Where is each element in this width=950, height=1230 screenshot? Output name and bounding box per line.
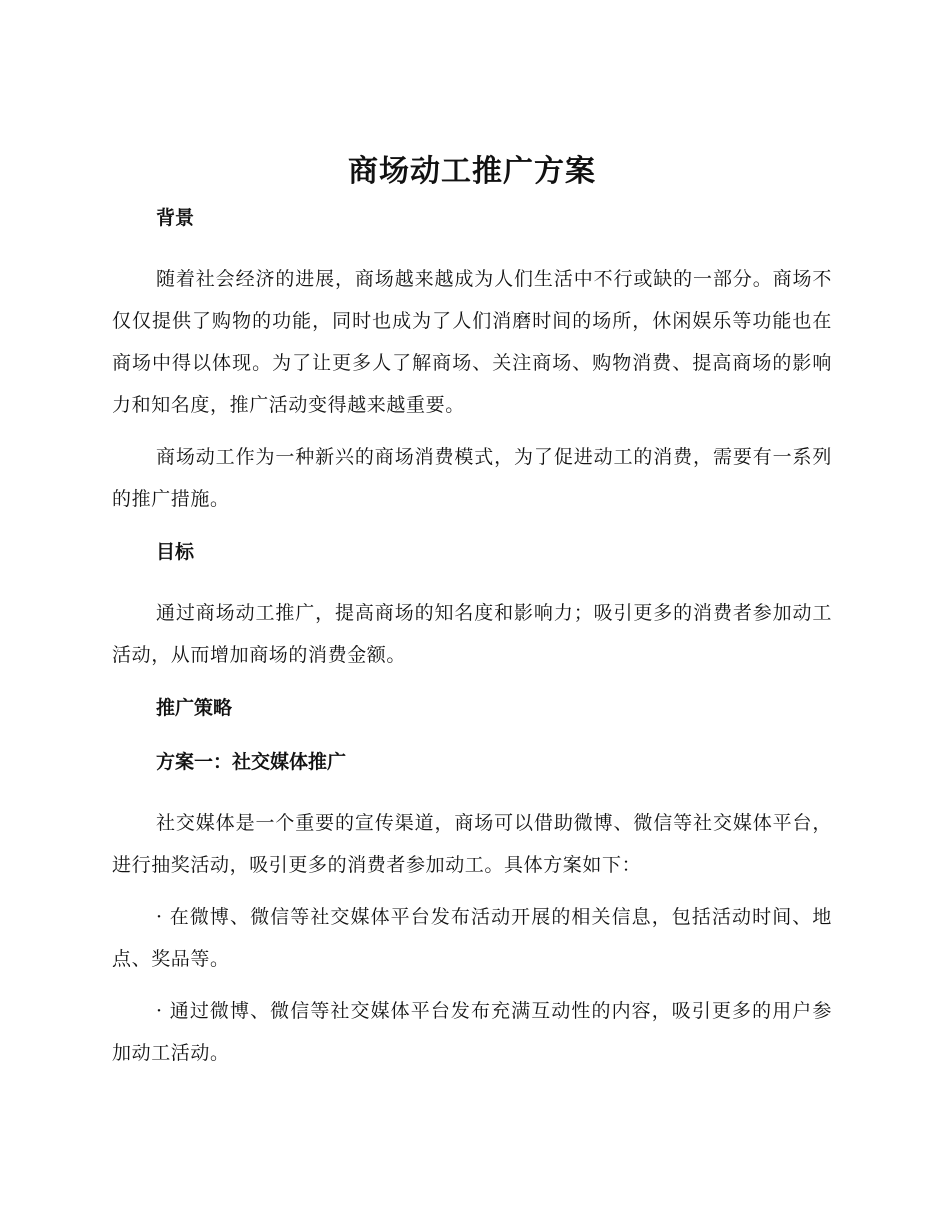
subheading-plan-1: 方案一：社交媒体推广 bbox=[156, 751, 347, 773]
document-title: 商场动工推广方案 bbox=[348, 154, 596, 189]
document-page bbox=[112, 150, 832, 1084]
section-heading-background: 背景 bbox=[156, 207, 195, 229]
bullet-plan-1-item-2: · 通过微博、微信等社交媒体平台发布充满互动性的内容，吸引更多的用户参加动工活动。 bbox=[112, 1000, 832, 1064]
paragraph-goal-1: 通过商场动工推广，提高商场的知名度和影响力；吸引更多的消费者参加动工活动，从而增加商场的消费金额。 bbox=[112, 602, 832, 666]
paragraph-background-1: 随着社会经济的进展，商场越来越成为人们生活中不行或缺的一部分。商场不仅仅提供了购物的功能，同时也成为了人们消磨时间的场所，休闲娱乐等功能也在商场中得以体现。为了让更多人了解商场、关注商场、购物消费、提高商场的影响力和知名度，推广活动变得越来越重要。 bbox=[112, 268, 832, 416]
paragraph-plan-1: 社交媒体是一个重要的宣传渠道，商场可以借助微博、微信等社交媒体平台，进行抽奖活动，吸引更多的消费者参加动工。具体方案如下： bbox=[112, 812, 832, 876]
section-heading-goal: 目标 bbox=[156, 541, 195, 563]
bullet-plan-1-item-1: · 在微博、微信等社交媒体平台发布活动开展的相关信息，包括活动时间、地点、奖品等。 bbox=[112, 906, 832, 970]
section-heading-strategy: 推广策略 bbox=[156, 697, 233, 719]
paragraph-background-2: 商场动工作为一种新兴的商场消费模式，为了促进动工的消费，需要有一系列的推广措施。 bbox=[112, 446, 832, 510]
